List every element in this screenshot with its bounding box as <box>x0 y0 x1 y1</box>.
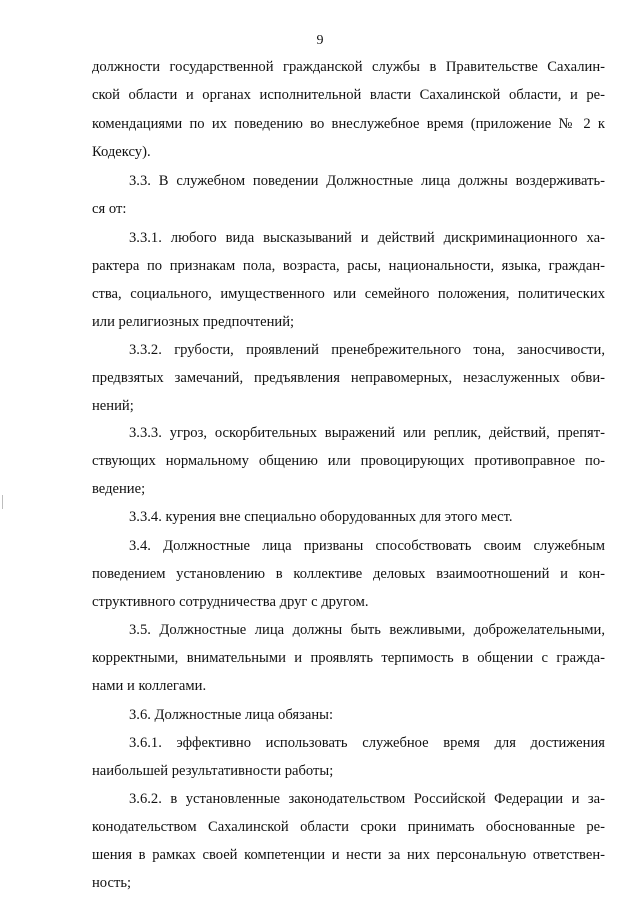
text-line: нами и коллегами. <box>92 678 207 694</box>
text-line: 3.5. Должностные лица должны быть вежливыми, доброжелательными, <box>129 622 605 638</box>
text-line: 3.4. Должностные лица призваны способствовать своим служебным <box>129 538 605 554</box>
text-line: поведением установлению в коллективе деловых взаимоотношений и кон- <box>92 566 605 582</box>
text-line: рактера по признакам пола, возраста, расы, национальности, языка, граждан- <box>92 258 605 274</box>
text-line: должности государственной гражданской службы в Правительстве Сахалин- <box>92 59 605 75</box>
text-line: 3.3.4. курения вне специально оборудованных для этого мест. <box>129 509 513 525</box>
text-line: 3.6.1. эффективно использовать служебное время для достижения <box>129 735 605 751</box>
text-line: 3.3.1. любого вида высказываний и действий дискриминационного ха- <box>129 230 605 246</box>
text-line: комендациями по их поведению во внеслужебное время (приложение № 2 к <box>92 116 605 132</box>
text-line: или религиозных предпочтений; <box>92 314 295 330</box>
text-line: 3.3.3. угроз, оскорбительных выражений или реплик, действий, препят- <box>129 425 605 441</box>
text-line: ской области и органах исполнительной власти Сахалинской области, и ре- <box>92 87 605 103</box>
text-line: Кодексу). <box>92 144 151 160</box>
text-line: ся от: <box>92 201 127 217</box>
page-number: 9 <box>316 33 324 48</box>
text-line: 3.6.2. в установленные законодательством Российской Федерации и за- <box>129 791 605 807</box>
text-line: наибольшей результативности работы; <box>92 763 334 779</box>
text-line: ведение; <box>92 481 146 497</box>
text-line: структивного сотрудничества друг с другом. <box>92 594 369 610</box>
text-line: предвзятых замечаний, предъявления неправомерных, незаслуженных обви- <box>92 370 605 386</box>
scan-edge-mark <box>2 495 3 509</box>
text-line: 3.3. В служебном поведении Должностные лица должны воздерживать- <box>129 173 605 189</box>
text-line: нений; <box>92 398 134 414</box>
text-line: ность; <box>92 875 132 891</box>
text-line: ства, социального, имущественного или семейного положения, политических <box>92 286 605 302</box>
text-line: корректными, внимательными и проявлять терпимость в общении с гражда- <box>92 650 605 666</box>
text-line: 3.6. Должностные лица обязаны: <box>129 707 334 723</box>
text-line: ствующих нормальному общению или провоцирующих противоправное по- <box>92 453 605 469</box>
text-line: шения в рамках своей компетенции и нести за них персональную ответствен- <box>92 847 605 863</box>
text-line: 3.3.2. грубости, проявлений пренебрежительного тона, заносчивости, <box>129 342 605 358</box>
text-line: конодательством Сахалинской области сроки принимать обоснованные ре- <box>92 819 605 835</box>
